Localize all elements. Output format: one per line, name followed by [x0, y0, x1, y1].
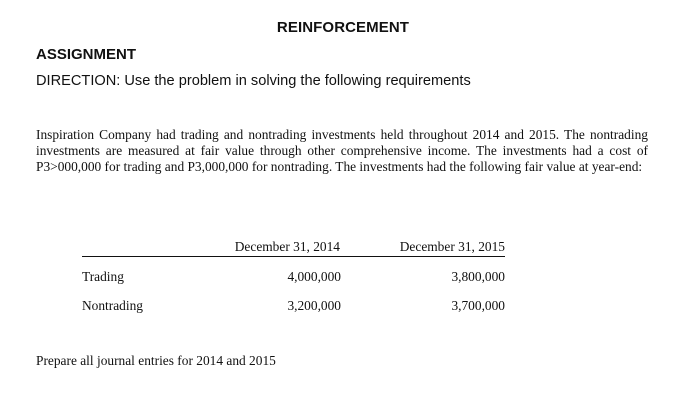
row-label: Trading [82, 269, 124, 284]
table-header-2014: December 31, 2014 [232, 239, 340, 257]
section-title: ASSIGNMENT [36, 46, 137, 63]
problem-paragraph: Inspiration Company had trading and nontrading investments held throughout 2014 and 2015. The nontrading investments are measured at fair value through other comprehensive income. The investments had a cost of P3>000,000 for trading and P3,000,000 for nontrading. The investments had the following fair value at year-end: [36, 127, 648, 174]
table-row-trading [82, 269, 508, 287]
table-header-gap [340, 239, 384, 257]
cell-2015: 3,800,000 [451, 269, 505, 284]
document-heading: REINFORCEMENT [276, 19, 410, 36]
table-header-blank [82, 239, 232, 257]
table-row-nontrading [82, 298, 508, 316]
instruction-text: Prepare all journal entries for 2014 and 2015 [36, 353, 276, 368]
direction-text: DIRECTION: Use the problem in solving the following requirements [36, 73, 471, 89]
cell-2015: 3,700,000 [451, 298, 505, 313]
cell-2014: 4,000,000 [287, 269, 341, 284]
cell-2014: 3,200,000 [287, 298, 341, 313]
row-label: Nontrading [82, 298, 143, 313]
table-header-2015: December 31, 2015 [384, 239, 505, 257]
